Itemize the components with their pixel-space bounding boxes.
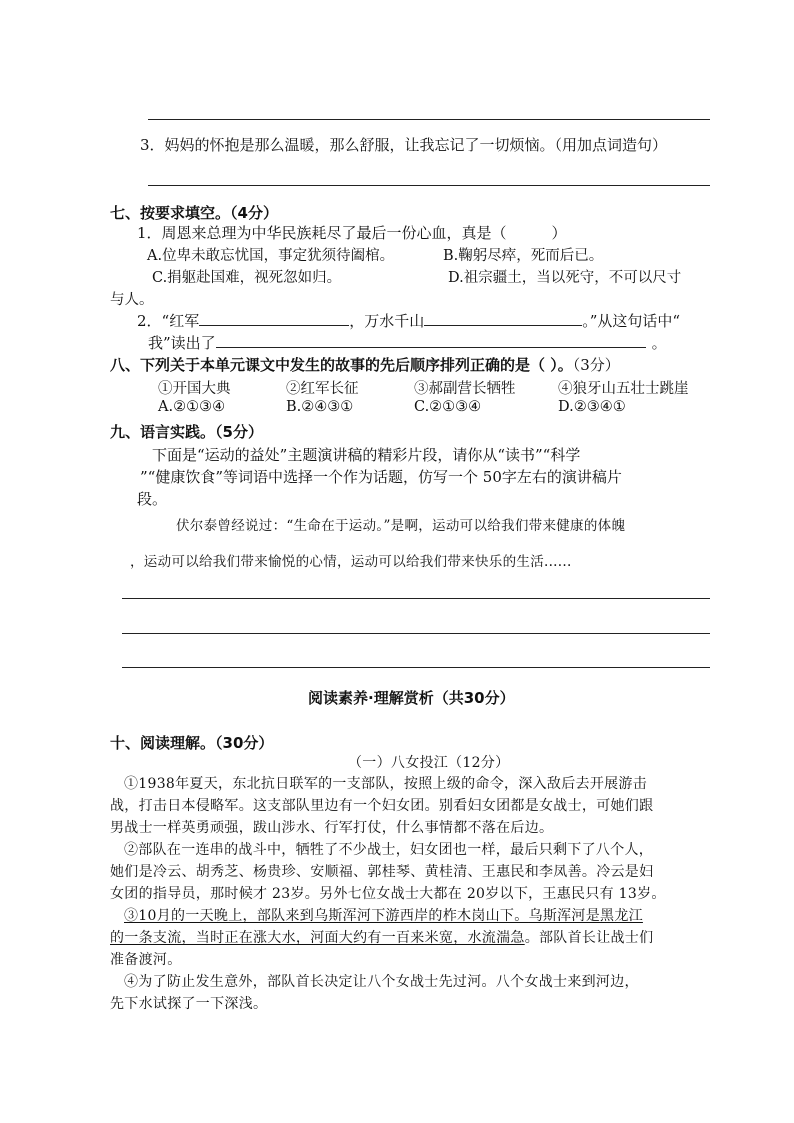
paragraph-3-line2: [110, 927, 653, 947]
answer-line[interactable]: [148, 185, 710, 186]
section-10-heading: 十、阅读理解。（30分）: [110, 734, 274, 752]
paragraph-2-line2: 她们是冷云、胡秀芝、杨贵珍、安顺福、郭桂琴、黄桂清、王惠民和李凤善。冷云是妇: [110, 864, 654, 880]
writing-line[interactable]: [122, 598, 710, 599]
q2-text-3: 。”从这句话中“: [582, 312, 681, 330]
paragraph-3-line3: 准备渡河。: [110, 952, 182, 968]
order-option-b: B.②④③①: [286, 399, 354, 415]
fill-blank-3[interactable]: [216, 333, 646, 348]
fill-blank-1[interactable]: [199, 311, 349, 326]
paragraph-2-line3: 女团的指导员，那时候才 23岁。另外七位女战士大都在 20岁以下，王惠民只有 13岁。: [110, 886, 666, 902]
event-item-2: ②红军长征: [286, 381, 359, 397]
section-7-heading: 七、按要求填空。（4分）: [110, 204, 278, 222]
paragraph-3-line1: [124, 905, 643, 925]
paragraph-1-line1: ①1938年夏天，东北抗日联军的一支部队，按照上级的命令，深入敌后去开展游击: [124, 776, 648, 792]
q2-text-1: 2．“红军: [137, 312, 200, 330]
option-d-continued: 与人。: [110, 292, 154, 308]
paragraph-1-line3: 男战士一样英勇顽强，跋山涉水、行军打仗，什么事情都不落在后边。: [110, 820, 554, 836]
section-7-q1-stem: 1．周恩来总理为中华民族耗尽了最后一份心血，真是（ ）: [137, 224, 567, 242]
q2-text-5: 。: [651, 334, 667, 352]
section-8-heading: 八、下列关于本单元课文中发生的故事的先后顺序排列正确的是（ ）。: [110, 356, 573, 374]
section-9-prompt-line3: 段。: [137, 490, 168, 508]
paragraph-1-line2: 战，打击日本侵略军。这支部队里边有一个妇女团。别看妇女团都是女战士，可她们跟: [110, 798, 654, 814]
section-9-prompt-line1: 下面是“运动的益处”主题演讲稿的精彩片段，请你从“读书”“科学: [152, 446, 581, 464]
section-8-heading-row: [110, 354, 620, 375]
option-a: A.位卑未敢忘忧国，事定犹须待阖棺。: [147, 248, 395, 264]
paragraph-2-line1: ②部队在一连串的战斗中，牺牲了不少战士，妇女团也一样，最后只剩下了八个人，: [124, 842, 654, 858]
reading-section-title: 阅读素养·理解赏析（共30分）: [308, 689, 515, 707]
underlined-sentence-start: 乌斯浑河是黑龙江: [528, 908, 643, 924]
section-9-prompt-line2: ”“健康饮食”等词语中选择一个作为话题，仿写一个 50字左右的演讲稿片: [140, 468, 622, 486]
section-8-score: （3分）: [572, 356, 620, 374]
option-b: B.鞠躬尽瘁，死而后已。: [443, 248, 604, 264]
order-option-c: C.②①③④: [414, 399, 482, 415]
paragraph-4-line2: 先下水试探了一下深浅。: [110, 996, 268, 1012]
passage-title: （一）八女投江（12分）: [348, 755, 510, 771]
paragraph-3-line1-text: ③10月的一天晚上，部队来到乌斯浑河下游西岸的柞木岗山下。: [124, 908, 529, 924]
event-item-3: ③郝副营长牺牲: [414, 381, 516, 397]
question-3-sentence: 3．妈妈的怀抱是那么温暖，那么舒服，让我忘记了一切烦恼。（用加点词造句）: [140, 136, 668, 154]
option-d: D.祖宗疆土，当以死守，不可以尺寸: [448, 270, 682, 286]
order-option-a: A.②①③④: [158, 399, 226, 415]
event-item-4: ④狼牙山五壮士跳崖: [558, 381, 689, 397]
answer-line[interactable]: [148, 119, 710, 120]
fill-blank-2[interactable]: [424, 311, 582, 326]
underlined-sentence-end: 的一条支流，当时正在涨大水，河面大约有一百来米宽，水流湍急: [110, 930, 525, 946]
paragraph-3-line2-rest: 。部队首长让战士们: [524, 930, 654, 946]
section-7-q2-line1: [137, 310, 680, 331]
section-9-heading: 九、语言实践。（5分）: [110, 423, 263, 441]
writing-line[interactable]: [122, 667, 710, 668]
sample-paragraph-line2: ，运动可以给我们带来愉悦的心情，运动可以给我们带来快乐的生活......: [130, 554, 572, 570]
sample-paragraph-line1: 伏尔泰曾经说过：“生命在于运动。”是啊，运动可以给我们带来健康的体魄: [176, 518, 626, 534]
event-item-1: ①开国大典: [158, 381, 231, 397]
writing-line[interactable]: [122, 633, 710, 634]
q2-text-2: ，万水千山: [349, 312, 425, 330]
q2-text-4: 我”读出了: [148, 334, 216, 352]
paragraph-4-line1: ④为了防止发生意外，部队首长决定让八个女战士先过河。八个女战士来到河边，: [124, 974, 639, 990]
order-option-d: D.②③④①: [558, 399, 626, 415]
section-7-q2-line2: [148, 332, 667, 353]
option-c: C.捐躯赴国难，视死忽如归。: [152, 270, 342, 286]
